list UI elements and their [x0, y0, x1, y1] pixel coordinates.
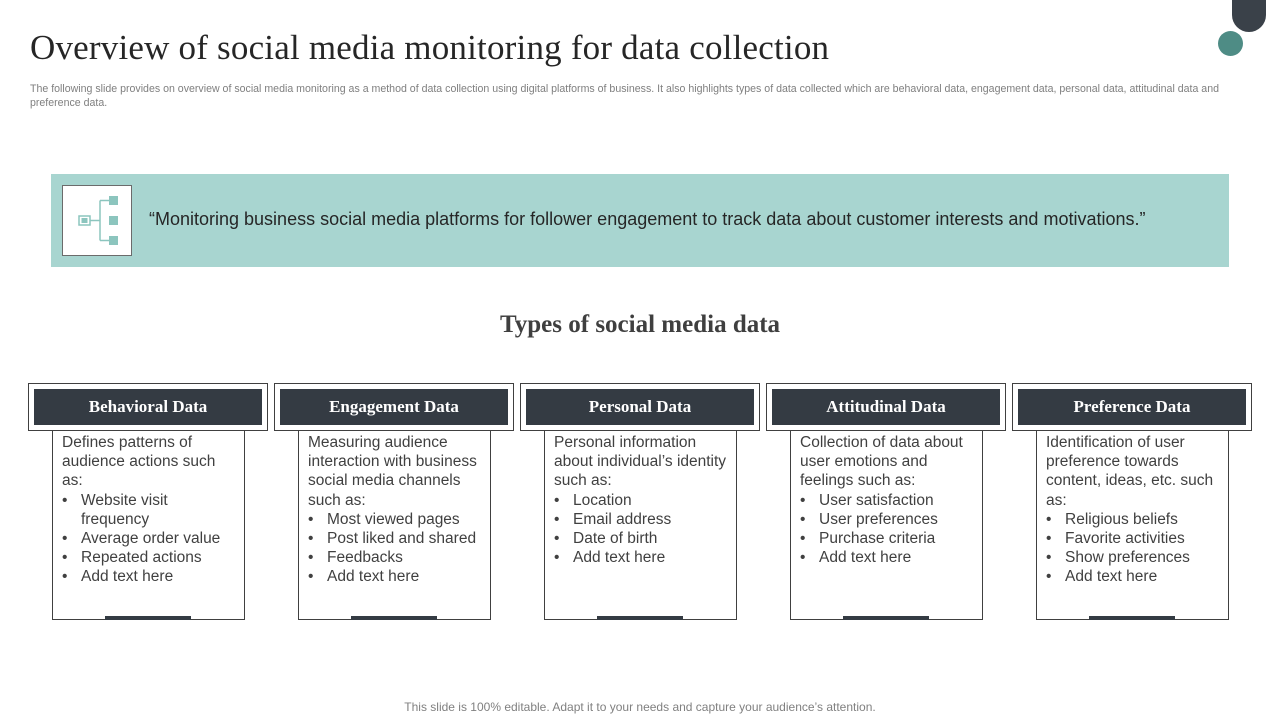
list-item: • Email address — [554, 510, 732, 529]
card-intro: Personal information about individual’s identity such as: — [554, 434, 727, 490]
card-text — [800, 433, 978, 567]
card-intro: Identification of user preference towards content, ideas, etc. such as: — [1046, 434, 1214, 509]
card-bullet-list — [800, 491, 978, 568]
card-accent-bar — [1089, 616, 1175, 620]
quote-banner — [51, 174, 1229, 267]
card-accent-bar — [843, 616, 929, 620]
card-title: Behavioral Data — [34, 389, 262, 425]
card-title: Attitudinal Data — [772, 389, 1000, 425]
corner-decoration-dot — [1218, 31, 1243, 56]
card-body — [52, 431, 245, 620]
card-accent-bar — [105, 616, 191, 620]
footer-note: This slide is 100% editable. Adapt it to your needs and capture your audience’s attention. — [404, 700, 876, 714]
card-title: Preference Data — [1018, 389, 1246, 425]
list-item: • Repeated actions — [62, 548, 240, 567]
list-item: • User satisfaction — [800, 491, 978, 510]
list-item: • Purchase criteria — [800, 529, 978, 548]
card-accent-bar — [597, 616, 683, 620]
card-header-frame — [274, 383, 514, 431]
list-item: • Add text here — [1046, 567, 1224, 586]
section-title: Types of social media data — [499, 311, 781, 338]
card-header-frame — [766, 383, 1006, 431]
card-attitudinal-data — [766, 383, 1006, 623]
card-engagement-data — [274, 383, 514, 623]
card-bullet-list — [1046, 510, 1224, 587]
list-item: • Favorite activities — [1046, 529, 1224, 548]
card-title: Engagement Data — [280, 389, 508, 425]
card-intro: Defines patterns of audience actions such as: — [62, 434, 216, 490]
card-text — [308, 433, 486, 587]
banner-icon-frame — [62, 185, 132, 256]
card-body — [790, 431, 983, 620]
card-preference-data — [1012, 383, 1252, 623]
card-text — [554, 433, 732, 567]
card-bullet-list — [554, 491, 732, 568]
card-header-frame — [28, 383, 268, 431]
card-title: Personal Data — [526, 389, 754, 425]
card-personal-data — [520, 383, 760, 623]
card-header-frame — [520, 383, 760, 431]
page-subtitle: The following slide provides on overview of social media monitoring as a method of data collection using digital platforms of business. It also highlights types of data collected which are behavioral data, engagement data, personal data, attitudinal data and preference data. — [30, 83, 1219, 109]
card-behavioral-data — [28, 383, 268, 623]
card-bullet-list — [308, 510, 486, 587]
list-item: • Location — [554, 491, 732, 510]
list-item: • Add text here — [800, 548, 978, 567]
list-item: • Religious beliefs — [1046, 510, 1224, 529]
card-text — [1046, 433, 1224, 587]
card-body — [1036, 431, 1229, 620]
list-item: • Date of birth — [554, 529, 732, 548]
card-text — [62, 433, 240, 587]
card-header-frame — [1012, 383, 1252, 431]
list-item: • Add text here — [308, 567, 486, 586]
list-item: • Feedbacks — [308, 548, 486, 567]
card-intro: Measuring audience interaction with business social media channels such as: — [308, 434, 477, 509]
card-accent-bar — [351, 616, 437, 620]
list-item: • Website visit frequency — [62, 491, 240, 529]
list-item: • Post liked and shared — [308, 529, 486, 548]
list-item: • Most viewed pages — [308, 510, 486, 529]
card-body — [544, 431, 737, 620]
page-title: Overview of social media monitoring for data collection — [30, 28, 830, 67]
list-item: • User preferences — [800, 510, 978, 529]
list-item: • Average order value — [62, 529, 240, 548]
hierarchy-icon — [63, 186, 131, 255]
card-intro: Collection of data about user emotions and feelings such as: — [800, 434, 963, 490]
card-body — [298, 431, 491, 620]
list-item: • Add text here — [62, 567, 240, 586]
card-bullet-list — [62, 491, 240, 587]
corner-decoration-bar — [1232, 0, 1266, 32]
list-item: • Add text here — [554, 548, 732, 567]
list-item: • Show preferences — [1046, 548, 1224, 567]
banner-quote: “Monitoring business social media platforms for follower engagement to track data about customer interests and motivations.” — [149, 209, 1146, 229]
